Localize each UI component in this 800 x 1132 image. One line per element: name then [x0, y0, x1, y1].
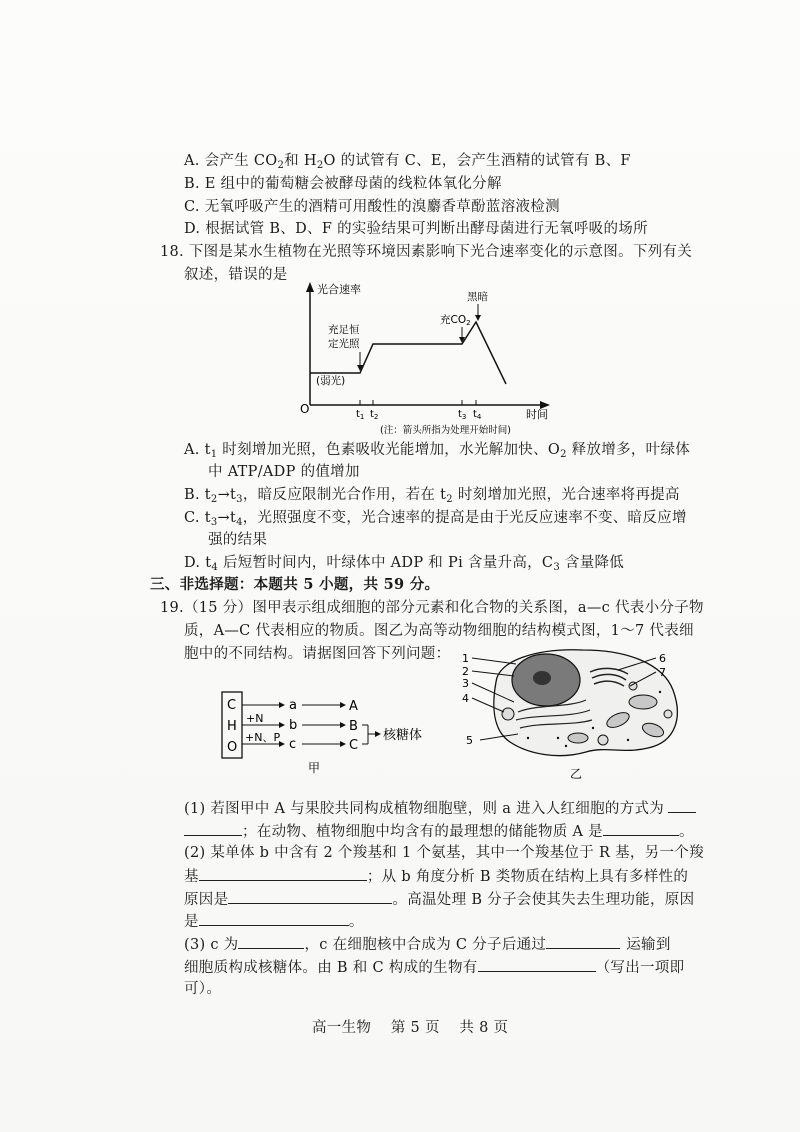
answer-blank-3a[interactable]: [238, 934, 304, 949]
figure-yi-animal-cell-diagram: [458, 642, 698, 784]
q19-part2-line4: 是 。: [184, 911, 364, 932]
nucleolus: [533, 671, 551, 685]
q19-stem-line2: 质，A—C 代表相应的物质。图乙为高等动物细胞的结构模式图，1～7 代表细: [184, 623, 694, 639]
x-axis-label: 时间: [526, 408, 548, 421]
element-o: O: [227, 740, 238, 755]
q17-option-b: B. E 组中的葡萄糖会被酵母菌的线粒体氧化分解: [184, 176, 502, 192]
structure-label-4: 4: [462, 692, 469, 705]
answer-blank-2a[interactable]: [199, 866, 367, 881]
monomer-b: b: [289, 718, 298, 733]
arrow-label-n: +N: [246, 712, 264, 725]
q19-part1-line1: (1) 若图甲中 A 与果胶共同构成植物细胞壁，则 a 进入人红细胞的方式为: [184, 798, 696, 819]
q19-part2-line1: (2) 某单体 b 中含有 2 个羧基和 1 个氨基，其中一个羧基位于 R 基，另一个羧: [184, 845, 704, 861]
q18-option-c-line1: C. $t_3\to t_4$，光照强度不变，光合速率的提高是由于光反应速率不变、暗反应增: [184, 510, 687, 528]
element-h: H: [227, 719, 237, 734]
answer-blank-1c[interactable]: [603, 821, 679, 836]
monomer-c: c: [289, 737, 297, 752]
q19-part1-line2: ；在动物、植物细胞中均含有的最理想的储能物质 A 是 。: [184, 821, 694, 842]
structure-label-1: 1: [462, 652, 469, 665]
label-dark: 黑暗: [467, 291, 488, 303]
q17-option-c: C. 无氧呼吸产生的酒精可用酸性的溴麝香草酚蓝溶液检测: [184, 199, 560, 215]
tick-t3: $t_3$: [458, 409, 467, 421]
q19-part2-line3: 原因是 。高温处理 B 分子会使其失去生理功能，原因: [184, 889, 694, 910]
label-weak-light: (弱光): [316, 375, 346, 387]
q19-stem-line3: 胞中的不同结构。请据图回答下列问题：: [184, 646, 451, 662]
figure-jia-caption: 甲: [308, 761, 321, 775]
q18-option-a-line1: A. $t_1$ 时刻增加光照，色素吸收光能增加，水光解加快、$O_2$ 释放增多，叶绿体: [184, 442, 691, 460]
q18-stem-line1: 18. 下图是某水生植物在光照等环境因素影响下光合速率变化的示意图。下列有关: [160, 244, 693, 260]
structure-label-5: 5: [466, 734, 473, 747]
arrow-label-n-p: +N、P: [245, 731, 281, 744]
q19-part3-line1: (3) c 为 ，c 在细胞核中合成为 C 分子后通过 运输到: [184, 934, 671, 955]
q18-stem-line2: 叙述，错误的是: [184, 267, 288, 283]
structure-label-6: 6: [659, 652, 666, 665]
q18-option-d: D. $t_4$ 后短暂时间内，叶绿体中 ADP 和 Pi 含量升高，$C_3$ 含量降低: [184, 555, 625, 573]
section-heading-nonchoice: 三、非选择题：本题共 5 小题，共 59 分。: [150, 576, 440, 593]
page-footer: 高一生物 第 5 页 共 8 页: [312, 1020, 509, 1036]
answer-blank-3b[interactable]: [546, 934, 620, 949]
label-co2: 充CO2: [440, 314, 471, 327]
polymer-A: A: [349, 699, 358, 714]
polymer-C: C: [349, 738, 359, 753]
answer-blank-3c[interactable]: [478, 957, 596, 972]
answer-blank-2c[interactable]: [199, 911, 349, 926]
q19-part3-line3: 可）。: [184, 981, 222, 997]
product-ribosome: 核糖体: [383, 728, 423, 743]
q17-option-a: A. 会产生 $CO_2$和 $H_2O$ 的试管有 C、E，会产生酒精的试管有 B、F: [184, 153, 631, 171]
structure-label-3: 3: [462, 677, 469, 690]
q19-stem-line1: 19.（15 分）图甲表示组成细胞的部分元素和化合物的关系图，a—c 代表小分子物: [160, 600, 704, 616]
polymer-B: B: [349, 719, 358, 734]
q18-option-c-line2: 强的结果: [208, 532, 268, 548]
graph-note: (注：箭头所指为处理开始时间): [380, 425, 511, 436]
photosynthesis-rate-graph: [290, 280, 570, 440]
answer-blank-2b[interactable]: [228, 889, 392, 904]
structure-label-2: 2: [462, 665, 469, 678]
tick-t4: $t_4$: [473, 409, 482, 421]
y-axis-label: 光合速率: [317, 283, 361, 296]
q18-option-a-line2: 中 ATP/ADP 的值增加: [208, 464, 360, 480]
origin-label: O: [300, 402, 310, 416]
answer-blank-1b[interactable]: [184, 821, 242, 836]
structure-label-7: 7: [659, 666, 666, 679]
tick-t2: $t_2$: [370, 409, 379, 421]
q19-part3-line2: 细胞质构成核糖体。由 B 和 C 构成的生物有 （写出一项即: [184, 957, 684, 978]
tick-t1: $t_1$: [356, 409, 365, 421]
q19-part2-line2: 基 ；从 b 角度分析 B 类物质在结构上具有多样性的: [184, 866, 688, 887]
label-strong-light-2: 定光照: [328, 338, 360, 350]
figure-yi-caption: 乙: [570, 767, 583, 781]
label-strong-light-1: 充足恒: [328, 324, 360, 336]
q17-option-d: D. 根据试管 B、D、F 的实验结果可判断出酵母菌进行无氧呼吸的场所: [184, 221, 648, 237]
element-c: C: [227, 698, 237, 713]
monomer-a: a: [289, 698, 297, 713]
answer-blank-1a[interactable]: [668, 798, 696, 813]
q18-option-b: B. $t_2\to t_3$，暗反应限制光合作用，若在 $t_2$ 时刻增加光照，光合速率将再提高: [184, 487, 680, 505]
figure-jia-element-compound-diagram: [218, 688, 448, 780]
